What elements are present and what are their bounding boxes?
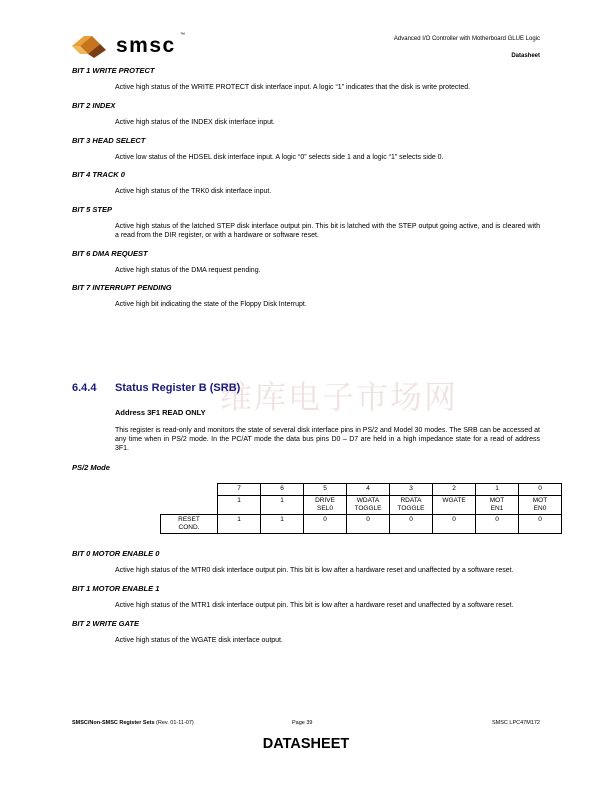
watermark: 维库电子市场网 [220, 378, 459, 416]
bit-heading: BIT 1 WRITE PROTECT [72, 66, 155, 75]
bit-description: Active high bit indicating the state of the Floppy Disk Interrupt. [115, 301, 307, 309]
bit-name-cell [433, 496, 476, 515]
smsc-logo [72, 32, 212, 58]
bit-number-cell: 2 [433, 484, 476, 496]
header-subtitle: Datasheet [511, 53, 540, 59]
footer-revision: (Rev. 01-11-07) [154, 720, 194, 726]
bit-name-line: 1 [237, 497, 241, 504]
bit-heading: BIT 1 MOTOR ENABLE 1 [72, 583, 160, 593]
bit-name-line: 1 [280, 497, 284, 504]
footer-doc-name [72, 720, 194, 726]
bit-name-cell [476, 496, 519, 515]
bit-list-a [72, 66, 540, 310]
bit-number-cell: 0 [519, 484, 562, 496]
footer-datasheet-label: DATASHEET [262, 736, 350, 752]
bit-description: Active high status of the latched STEP disk interface output pin. This bit is latched with the STEP output going active, and is cleared with a read from the DIR register, or with a hardware or software reset. [115, 223, 540, 239]
bit-name-cell [304, 496, 347, 515]
bit-item [72, 136, 540, 163]
bit-list-b [72, 549, 540, 645]
bit-description: Active low status of the HDSEL disk interface input. A logic “0” selects side 1 and a logic “1” selects side 0. [115, 153, 444, 161]
table-cell [161, 484, 218, 496]
bit-item [72, 619, 540, 646]
bit-heading: BIT 7 INTERRUPT PENDING [72, 283, 172, 293]
bit-item [72, 549, 540, 576]
section-status-register-b [72, 382, 540, 472]
bit-description: Active high status of the MTR1 disk interface output pin. This bit is low after a hardware reset and unaffected by a software reset. [115, 601, 514, 609]
bit-number-cell: 6 [261, 484, 304, 496]
bit-heading: BIT 2 INDEX [72, 100, 116, 110]
bit-number-cell: 1 [476, 484, 519, 496]
table-row [161, 484, 562, 496]
register-table [160, 483, 562, 534]
section-number: 6.4.4 [72, 382, 97, 394]
bit-name-line: TOGGLE [397, 505, 425, 512]
bit-item [72, 66, 540, 93]
reset-value-cell: 0 [519, 515, 562, 534]
bit-item [72, 101, 540, 128]
reset-value-cell: 1 [218, 515, 261, 534]
reset-value-cell: 0 [433, 515, 476, 534]
bit-heading: BIT 3 HEAD SELECT [72, 135, 146, 145]
bit-description: Active high status of the DMA request pending. [115, 266, 261, 274]
bit-name-line: TOGGLE [354, 505, 382, 512]
reset-label-line: COND. [178, 524, 200, 531]
header-title: Advanced I/O Controller with Motherboard GLUE Logic [393, 36, 540, 42]
bit-name-line: RDATA [400, 497, 422, 504]
bit-number-cell: 4 [347, 484, 390, 496]
bit-description: Active high status of the TRK0 disk interface input. [115, 188, 272, 196]
section-title: Status Register B (SRB) [115, 382, 241, 394]
bit-heading: BIT 4 TRACK 0 [72, 170, 125, 180]
bit-name-line: EN1 [490, 505, 504, 512]
smsc-logo-icon [72, 32, 112, 58]
section-description: This register is read-only and monitors the state of several disk interface pins in PS/2 and Model 30 modes. The SRB can be accessed at any time when in PS/2 mode. In the PC/AT mode the data bus pins D0 – D7 are held in a high impedance state for a read of address 3F1. [115, 427, 540, 452]
reset-value-cell: 0 [390, 515, 433, 534]
bit-name-cell [519, 496, 562, 515]
reset-value-cell: 0 [347, 515, 390, 534]
bit-name-line: WDATA [356, 497, 380, 504]
table-cell [161, 496, 218, 515]
mode-label: PS/2 Mode [72, 463, 110, 473]
bit-name-line: SEL0 [317, 505, 333, 512]
bit-description: Active high status of the INDEX disk interface input. [115, 118, 275, 126]
bit-item [72, 205, 540, 241]
bit-name-cell [261, 496, 304, 515]
bit-name-cell [390, 496, 433, 515]
brand-name: smsc [116, 34, 176, 57]
bit-item [72, 584, 540, 611]
footer-page-number: Page 39 [292, 720, 313, 726]
footer-doc-title: SMSC/Non-SMSC Register Sets [72, 720, 155, 726]
footer-part-number: SMSC LPC47M172 [492, 720, 540, 726]
bit-name-cell [347, 496, 390, 515]
bit-heading: BIT 6 DMA REQUEST [72, 248, 148, 258]
bit-number-cell: 3 [390, 484, 433, 496]
bit-description: Active high status of the WGATE disk interface output. [115, 636, 283, 644]
bit-name-line: DRIVE [315, 497, 335, 504]
reset-label-line: RESET [178, 516, 200, 523]
reset-value-cell: 0 [304, 515, 347, 534]
table-row [161, 496, 562, 515]
bit-name-line: WGATE [442, 497, 466, 504]
bit-description: Active high status of the WRITE PROTECT disk interface input. A logic “1” indicates that the disk is write protected. [115, 84, 471, 91]
bit-name-line: MOT [489, 497, 505, 504]
bit-number-cell: 5 [304, 484, 347, 496]
reset-value-cell: 0 [476, 515, 519, 534]
bit-item [72, 170, 540, 197]
bit-heading: BIT 5 STEP [72, 205, 113, 214]
bit-number-cell: 7 [218, 484, 261, 496]
bit-name-cell [218, 496, 261, 515]
bit-heading: BIT 0 MOTOR ENABLE 0 [72, 549, 160, 558]
register-address: Address 3F1 READ ONLY [115, 408, 206, 417]
bit-heading: BIT 2 WRITE GATE [72, 618, 139, 628]
bit-name-line: EN0 [533, 505, 547, 512]
trademark: ™ [180, 32, 185, 38]
bit-description: Active high status of the MTR0 disk interface output pin. This bit is low after a hardware reset and unaffected by a software reset. [115, 567, 514, 574]
table-row [161, 515, 562, 534]
reset-label-cell [161, 515, 218, 534]
bit-item [72, 249, 540, 276]
bit-name-line: MOT [532, 497, 548, 504]
reset-value-cell: 1 [261, 515, 304, 534]
bit-item [72, 283, 540, 310]
section-heading [72, 382, 540, 394]
